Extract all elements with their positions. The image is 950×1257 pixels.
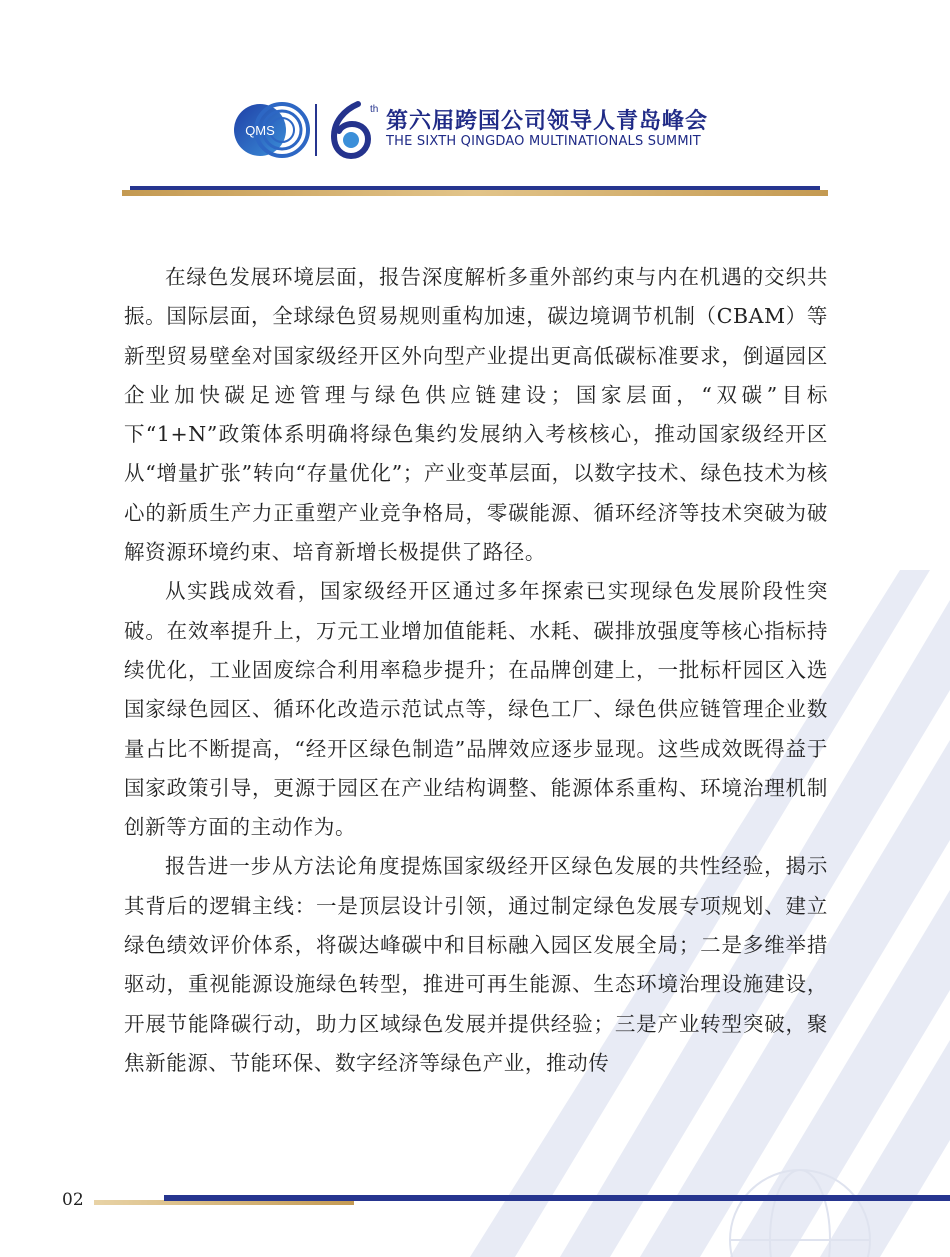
summit-title-cn: 第六届跨国公司领导人青岛峰会 (386, 109, 709, 134)
report-body (124, 258, 828, 1083)
page-number: 02 (62, 1190, 84, 1210)
header-rule-gold (122, 190, 828, 196)
qms-logo-icon (232, 102, 310, 158)
summit-title-en: THE SIXTH QINGDAO MULTINATIONALS SUMMIT (386, 134, 701, 149)
logo-divider (315, 104, 317, 156)
summit-header (232, 100, 752, 162)
edition-superscript: th (370, 104, 379, 115)
paragraph-environment: 在绿色发展环境层面，报告深度解析多重外部约束与内在机遇的交织共振。国际层面，全球绿色贸易规则重构加速，碳边境调节机制（CBAM）等新型贸易壁垒对国家级经开区外向型产业提出更高低碳标准要求，倒逼园区企业加快碳足迹管理与绿色供应链建设；国家层面，“双碳”目标下“1+N”政策体系明确将绿色集约发展纳入考核核心，推动国家级经开区从“增量扩张”转向“存量优化”；产业变革层面，以数字技术、绿色技术为核心的新质生产力正重塑产业竞争格局，零碳能源、循环经济等技术突破为破解资源环境约束、培育新增长极提供了路径。 (124, 265, 828, 565)
paragraph-achievements: 从实践成效看，国家级经开区通过多年探索已实现绿色发展阶段性突破。在效率提升上，万元工业增加值能耗、水耗、碳排放强度等核心指标持续优化，工业固废综合利用率稳步提升；在品牌创建上，一批标杆园区入选国家绿色园区、循环化改造示范试点等，绿色工厂、绿色供应链管理企业数量占比不断提高，“经开区绿色制造”品牌效应逐步显现。这些成效既得益于国家政策引导，更源于园区在产业结构调整、能源体系重构、环境治理机制创新等方面的主动作为。 (124, 579, 828, 840)
footer-rule-blue (164, 1195, 950, 1201)
logo-text: QMS (245, 123, 275, 138)
paragraph-experience: 报告进一步从方法论角度提炼国家级经开区绿色发展的共性经验，揭示其背后的逻辑主线：一是顶层设计引领，通过制定绿色发展专项规划、建立绿色绩效评价体系，将碳达峰碳中和目标融入园区发展全局；二是多维举措驱动，重视能源设施绿色转型，推进可再生能源、生态环境治理设施建设，开展节能降碳行动，助力区域绿色发展并提供经验；三是产业转型突破，聚焦新能源、节能环保、数字经济等绿色产业，推动传 (124, 854, 828, 1075)
sixth-edition-icon (324, 100, 382, 160)
